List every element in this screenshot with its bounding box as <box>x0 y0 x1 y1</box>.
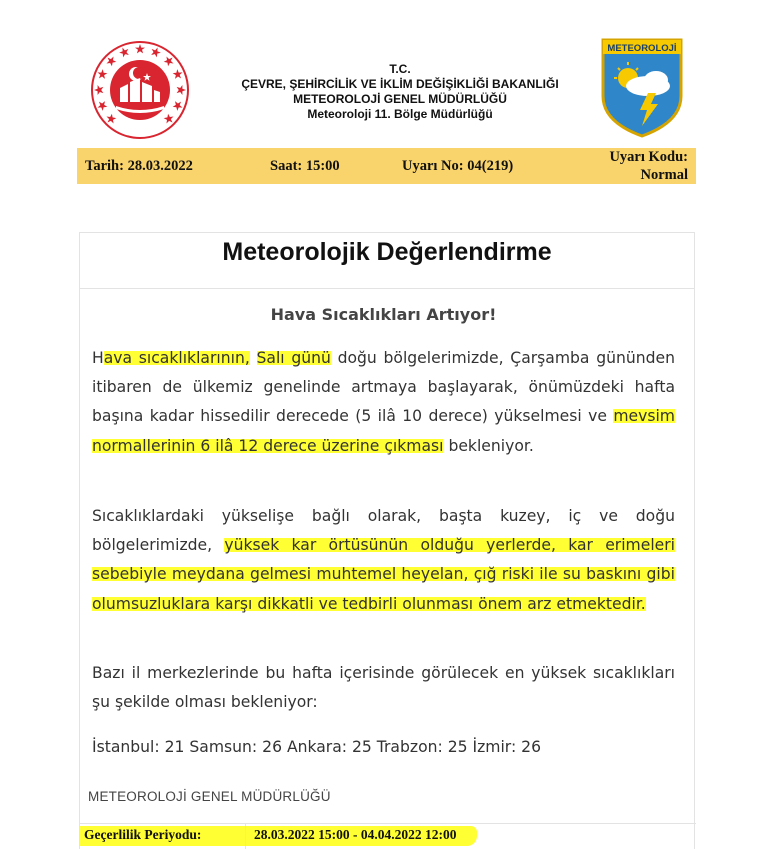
p1-text <box>250 349 257 367</box>
warning-time: Saat: 15:00 <box>270 158 340 174</box>
meteoroloji-logo-icon <box>600 38 684 138</box>
p1-text: H <box>92 349 104 367</box>
logo-text: METEOROLOJİ <box>607 43 677 54</box>
period-divider <box>245 824 246 849</box>
paragraph-snow-melt <box>92 502 675 619</box>
warning-date: Tarih: 28.03.2022 <box>85 158 193 174</box>
paragraph-max-temps-intro: Bazı il merkezlerinde bu hafta içerisinde görülecek en yüksek sıcaklıkları şu şekilde olması bekleniyor: <box>92 664 675 712</box>
assessment-subtitle: Hava Sıcaklıkları Artıyor! <box>270 305 497 324</box>
validity-period-label: Geçerlilik Periyodu: <box>84 827 202 842</box>
p1-text: bekleniyor. <box>443 436 534 455</box>
warning-code-label: Uyarı Kodu: <box>609 149 688 165</box>
validity-period-value: 28.03.2022 15:00 - 04.04.2022 12:00 <box>254 827 457 842</box>
p1-highlight-c: mevsim normallerinin 6 ilâ 12 derece üzerine çıkması <box>92 407 675 455</box>
header-line-ministry: ÇEVRE, ŞEHİRCİLİK VE İKLİM DEĞİŞİKLİĞİ BAKANLIĞI <box>241 77 559 91</box>
assessment-card <box>79 232 695 849</box>
warning-code-value: Normal <box>640 167 688 183</box>
warning-number: Uyarı No: 04(219) <box>402 158 514 174</box>
p2-highlight: yüksek kar örtüsünün olduğu yerlerde, kar erimeleri sebebiyle meydana gelmesi muhtemel heyelan, çığ riski ile su baskını gibi olumsuzluklara karşı dikkatli ve tedbirli olunması önem arz etmektedir. <box>92 536 675 613</box>
header-line-directorate: METEOROLOJİ GENEL MÜDÜRLÜĞÜ <box>293 92 507 106</box>
ministry-seal-icon <box>90 40 190 140</box>
p1-highlight-b: Salı günü <box>256 349 331 367</box>
validity-period-row <box>80 823 696 849</box>
header-line-tc: T.C. <box>389 62 411 76</box>
p2-text: Sıcaklıklardaki yükselişe bağlı olarak, başta kuzey, iç ve doğu bölgelerimizde, <box>92 507 675 555</box>
p1-highlight-a: ava sıcaklıklarının, <box>103 349 250 367</box>
warning-info-bar <box>77 148 696 184</box>
paragraph-temperature-rise <box>92 344 675 461</box>
paragraph-city-temps: İstanbul: 21 Samsun: 26 Ankara: 25 Trabzon: 25 İzmir: 26 <box>92 738 541 756</box>
p1-text: doğu bölgelerimizde, Çarşamba gününden itibaren de ülkemiz genelinde artmaya başlayarak, önümüzdeki hafta başına kadar hissedilir derecede (5 ilâ 10 derece) yükselmesi ve <box>92 349 675 426</box>
footer-organization: METEOROLOJİ GENEL MÜDÜRLÜĞÜ <box>88 789 331 804</box>
header-line-region: Meteoroloji 11. Bölge Müdürlüğü <box>307 107 493 121</box>
card-title: Meteorolojik Değerlendirme <box>80 233 694 289</box>
